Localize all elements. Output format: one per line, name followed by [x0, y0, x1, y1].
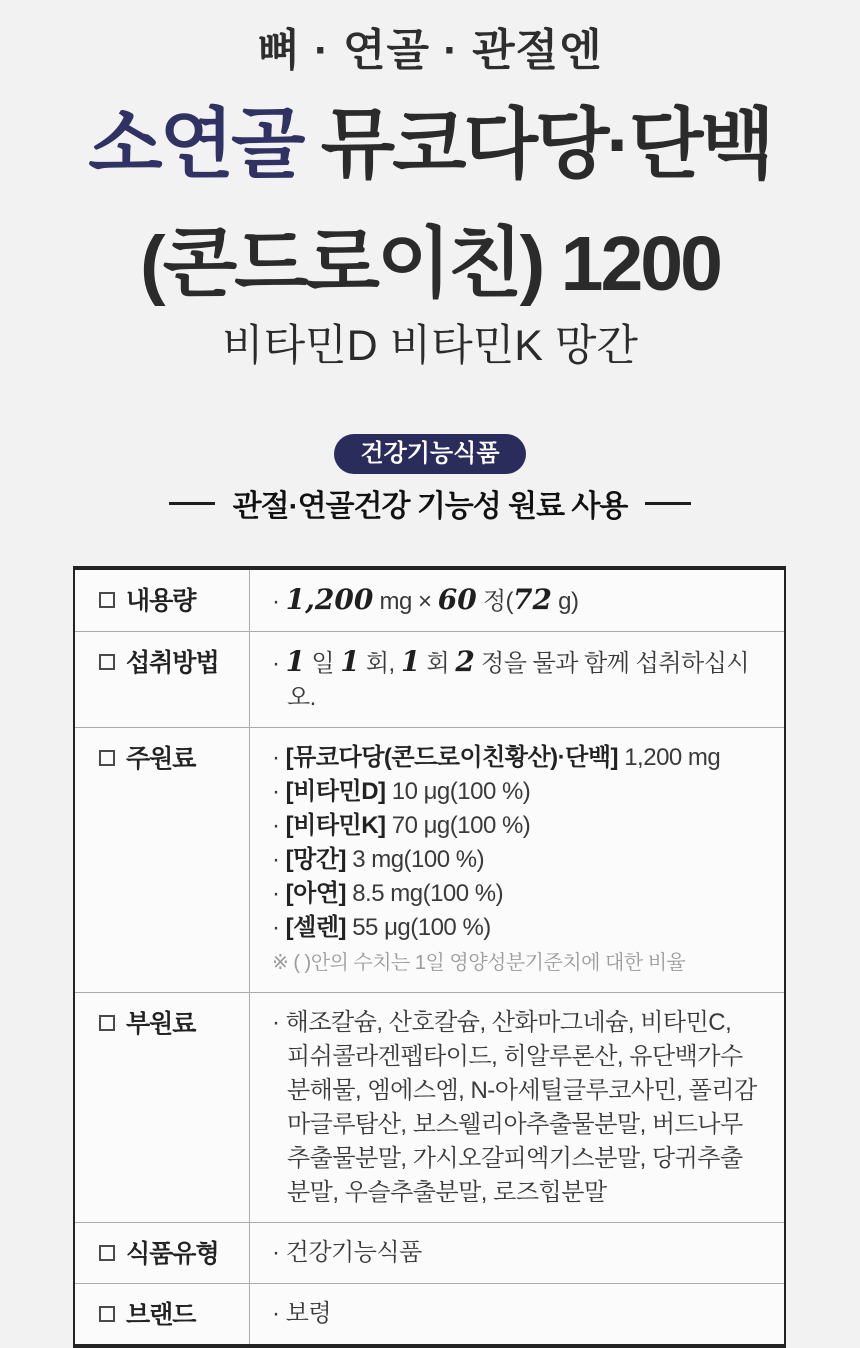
product-title-line1	[0, 95, 860, 195]
text-segment: 70 μg(100 %)	[385, 812, 531, 839]
text-segment: 2	[455, 645, 475, 678]
checkbox-icon	[99, 654, 115, 670]
content-line	[272, 1297, 758, 1331]
text-segment: 뮤코다당·단백	[302, 102, 772, 188]
text-segment: · 건강기능식품	[272, 1239, 422, 1266]
text-segment: 1	[400, 645, 421, 678]
content-line	[272, 1236, 758, 1270]
checkbox-icon	[99, 1306, 115, 1322]
text-segment: 1,200 mg	[618, 744, 721, 771]
text-segment: g)	[552, 588, 579, 615]
content-line	[272, 911, 758, 945]
text-segment: 3 mg(100 %)	[346, 846, 485, 873]
text-segment: ·	[272, 744, 286, 771]
table-row	[75, 570, 784, 632]
text-segment: mg ×	[373, 588, 438, 615]
product-detail-page	[0, 26, 860, 1329]
row-label: 브랜드	[126, 1301, 196, 1329]
text-segment: 회,	[359, 650, 401, 677]
text-segment: · 보령	[272, 1300, 332, 1327]
content-line	[272, 645, 758, 715]
text-segment: ·	[272, 846, 286, 873]
text-segment: ·	[272, 880, 286, 907]
row-content-cell	[250, 993, 784, 1222]
row-label-cell	[75, 570, 250, 631]
row-label: 부원료	[126, 1010, 196, 1038]
feature-text: 관절·연골건강 기능성 원료 사용	[232, 490, 628, 523]
text-segment: 72	[513, 583, 553, 616]
table-row	[75, 632, 784, 728]
text-segment: 일	[305, 650, 341, 677]
row-content-cell	[250, 632, 784, 727]
content-line	[272, 583, 758, 619]
text-segment: 회	[420, 650, 456, 677]
text-segment: [망간]	[285, 846, 347, 873]
text-segment: ·	[272, 812, 286, 839]
table-row	[75, 1223, 784, 1284]
text-segment: ·	[272, 778, 286, 805]
text-segment: ·	[272, 650, 286, 677]
content-line	[272, 843, 758, 877]
text-segment: [아연]	[285, 880, 347, 907]
content-line	[272, 809, 758, 843]
checkbox-icon	[99, 1245, 115, 1261]
table-row	[75, 728, 784, 993]
product-info-table	[73, 566, 786, 1348]
row-label: 내용량	[126, 587, 196, 615]
row-content-cell	[250, 728, 784, 992]
text-segment: ·	[272, 914, 286, 941]
right-dash-divider	[645, 502, 691, 505]
product-title-line2: (콘드로이친) 1200	[140, 221, 720, 307]
health-functional-food-badge: 건강기능식품	[334, 434, 525, 474]
text-segment: ·	[272, 588, 286, 615]
text-segment: 1	[285, 645, 306, 678]
content-line	[272, 877, 758, 911]
text-segment: [뮤코다당(콘드로이친황산)·단백]	[285, 744, 619, 771]
row-label-cell	[75, 632, 250, 727]
checkbox-icon	[99, 592, 115, 608]
info-table-body	[75, 570, 784, 1344]
checkbox-icon	[99, 1015, 115, 1031]
row-label: 주원료	[126, 745, 196, 773]
row-label: 식품유형	[126, 1240, 219, 1268]
content-line	[272, 741, 758, 775]
text-segment: · 해조칼슘, 산호칼슘, 산화마그네슘, 비타민C, 피쉬콜라겐펩타이드, 히알루론산, 유단백가수분해물, 엠에스엠, N-아세틸글루코사민, 폴리감마글루탐산, 보스웰리아추출물분말, 버드나무추출물분말, 가시오갈피엑기스분말, 당귀추출분말, 우슬추출분말, 로즈힙분말	[272, 1009, 757, 1206]
content-line	[272, 775, 758, 809]
text-segment: 1	[340, 645, 360, 678]
text-segment: [셀렌]	[285, 914, 347, 941]
text-segment: 10 μg(100 %)	[385, 778, 531, 805]
content-line	[272, 945, 758, 980]
text-segment: 60	[437, 583, 477, 616]
row-label-cell	[75, 1223, 250, 1283]
row-label: 섭취방법	[126, 649, 219, 677]
text-segment: 8.5 mg(100 %)	[346, 880, 504, 907]
checkbox-icon	[99, 750, 115, 766]
left-dash-divider	[169, 502, 215, 505]
product-subtitle: 비타민D 비타민K 망간	[222, 322, 638, 370]
tagline: 뼈 · 연골 · 관절엔	[257, 26, 603, 75]
row-content-cell	[250, 1284, 784, 1344]
row-label-cell	[75, 1284, 250, 1344]
text-segment: 정을 물과 함께 섭취하십시오.	[287, 650, 750, 711]
text-segment: [비타민K]	[285, 812, 386, 839]
row-content-cell	[250, 1223, 784, 1283]
feature-line	[0, 481, 860, 525]
badge-row	[0, 434, 860, 474]
row-label-cell	[75, 728, 250, 992]
row-label-cell	[75, 993, 250, 1222]
text-segment: 정(	[476, 588, 514, 615]
text-segment: [비타민D]	[285, 778, 386, 805]
text-segment: 1,200	[285, 583, 374, 616]
table-row	[75, 993, 784, 1223]
text-segment: 소연골	[88, 102, 303, 188]
text-segment: 55 μg(100 %)	[346, 914, 491, 941]
text-segment: ※ ( )안의 수치는 1일 영양성분기준치에 대한 비율	[272, 952, 686, 974]
table-row	[75, 1284, 784, 1344]
row-content-cell	[250, 570, 784, 631]
content-line	[272, 1006, 758, 1210]
